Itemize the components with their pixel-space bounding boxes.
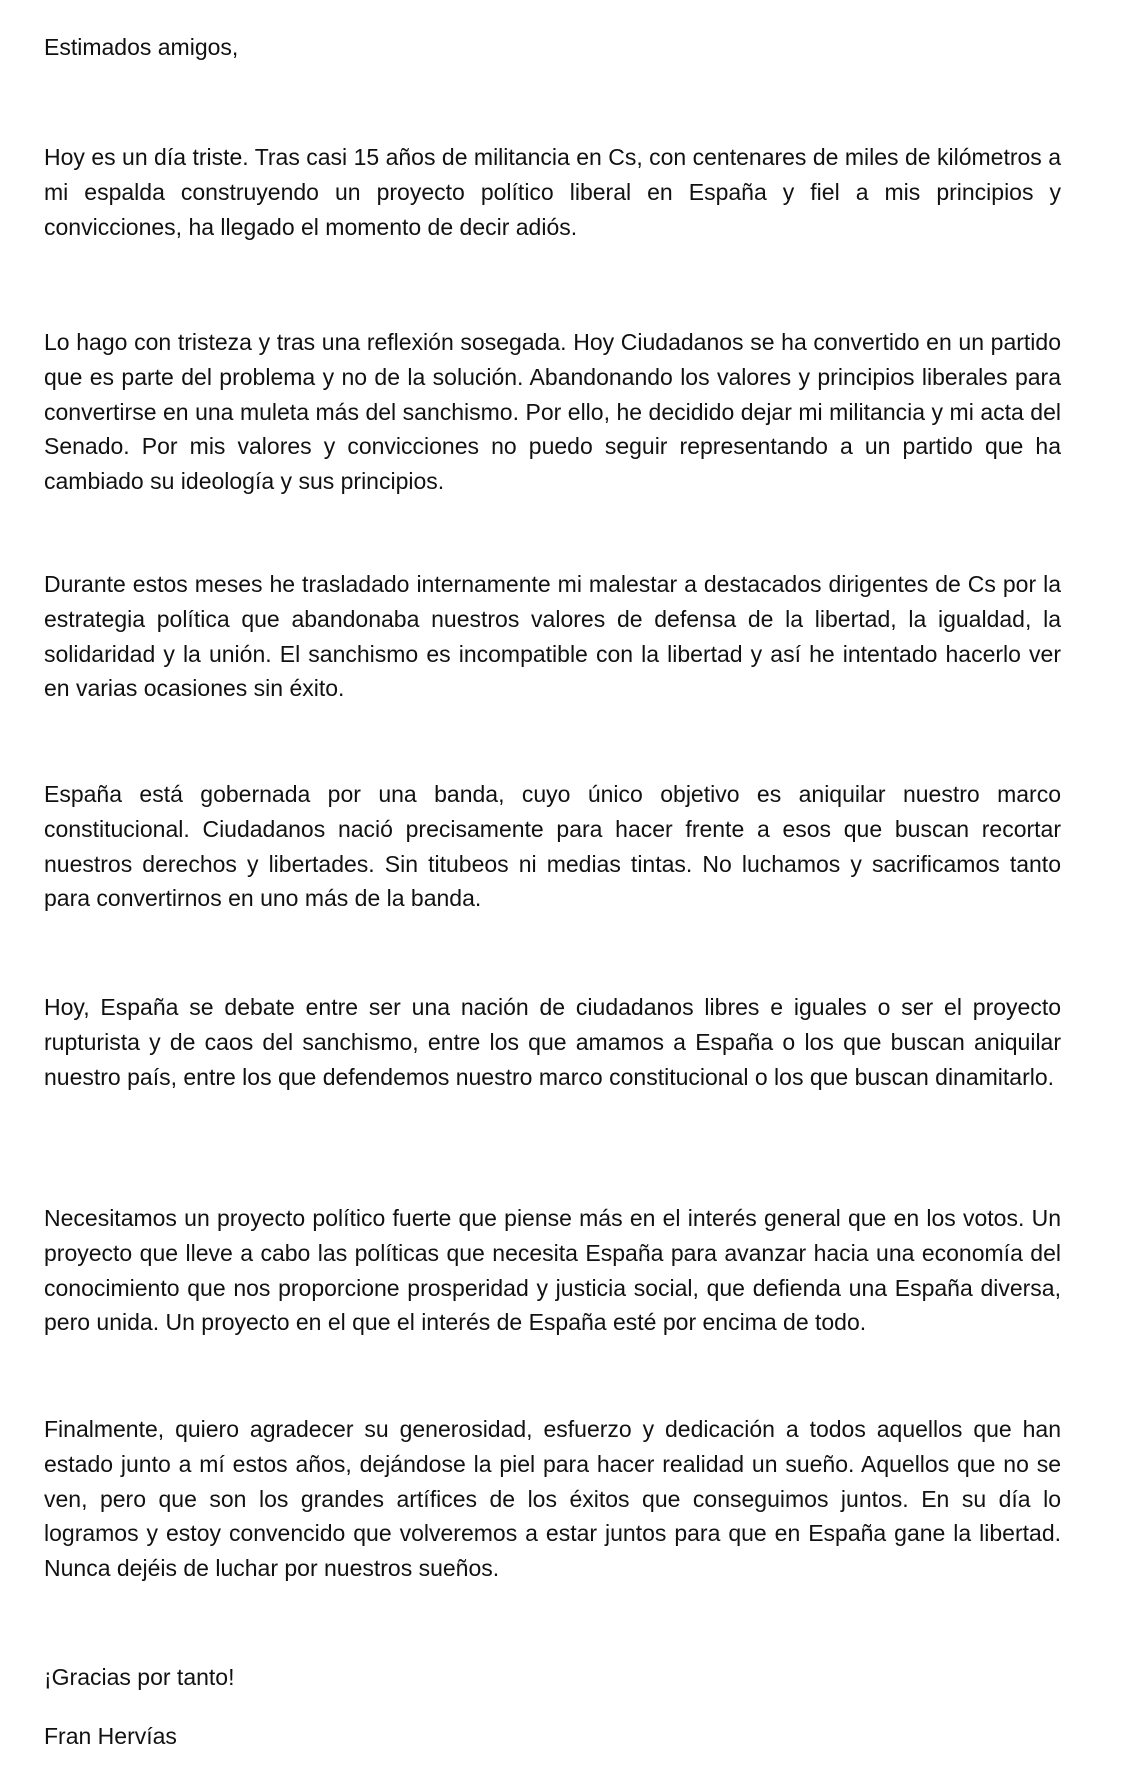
paragraph-7: Finalmente, quiero agradecer su generosidad, esfuerzo y dedicación a todos aquellos que han estado junto a mí estos años, dejándose la piel para hacer realidad un sueño. Aquellos que no se ven, pero que son los grandes artífices de los éxitos que conseguimos juntos. En su día lo logramos y estoy convencido que volveremos a estar juntos para que en España gane la libertad. Nunca dejéis de luchar por nuestros sueños. xyxy=(44,1416,1061,1582)
paragraph-2: Lo hago con tristeza y tras una reflexión sosegada. Hoy Ciudadanos se ha convertido en un partido que es parte del problema y no de la solución. Abandonando los valores y principios liberales para convertirse en una muleta más del sanchismo. Por ello, he decidido dejar mi militancia y mi acta del Senado. Por mis valores y convicciones no puedo seguir representando a un partido que ha cambiado su ideología y sus principios. xyxy=(44,329,1061,495)
salutation: Estimados amigos, xyxy=(44,34,239,60)
closing-line: ¡Gracias por tanto! xyxy=(44,1664,235,1690)
paragraph-6: Necesitamos un proyecto político fuerte que piense más en el interés general que en los votos. Un proyecto que lleve a cabo las políticas que necesita España para avanzar hacia una economía del conocimiento que nos proporcione prosperidad y justicia social, que defienda una España diversa, pero unida. Un proyecto en el que el interés de España esté por encima de todo. xyxy=(44,1205,1061,1336)
signature: Fran Hervías xyxy=(44,1723,177,1749)
paragraph-5: Hoy, España se debate entre ser una nación de ciudadanos libres e iguales o ser el proyecto rupturista y de caos del sanchismo, entre los que amamos a España o los que buscan aniquilar nuestro país, entre los que defendemos nuestro marco constitucional o los que buscan dinamitarlo. xyxy=(44,994,1061,1090)
paragraph-3: Durante estos meses he trasladado internamente mi malestar a destacados dirigentes de Cs por la estrategia política que abandonaba nuestros valores de defensa de la libertad, la igualdad, la solidaridad y la unión. El sanchismo es incompatible con la libertad y así he intentado hacerlo ver en varias ocasiones sin éxito. xyxy=(44,571,1061,702)
paragraph-1: Hoy es un día triste. Tras casi 15 años de militancia en Cs, con centenares de miles de kilómetros a mi espalda construyendo un proyecto político liberal en España y fiel a mis principios y convicciones, ha llegado el momento de decir adiós. xyxy=(44,144,1061,240)
paragraph-4: España está gobernada por una banda, cuyo único objetivo es aniquilar nuestro marco constitucional. Ciudadanos nació precisamente para hacer frente a esos que buscan recortar nuestros derechos y libertades. Sin titubeos ni medias tintas. No luchamos y sacrificamos tanto para convertirnos en uno más de la banda. xyxy=(44,781,1061,912)
